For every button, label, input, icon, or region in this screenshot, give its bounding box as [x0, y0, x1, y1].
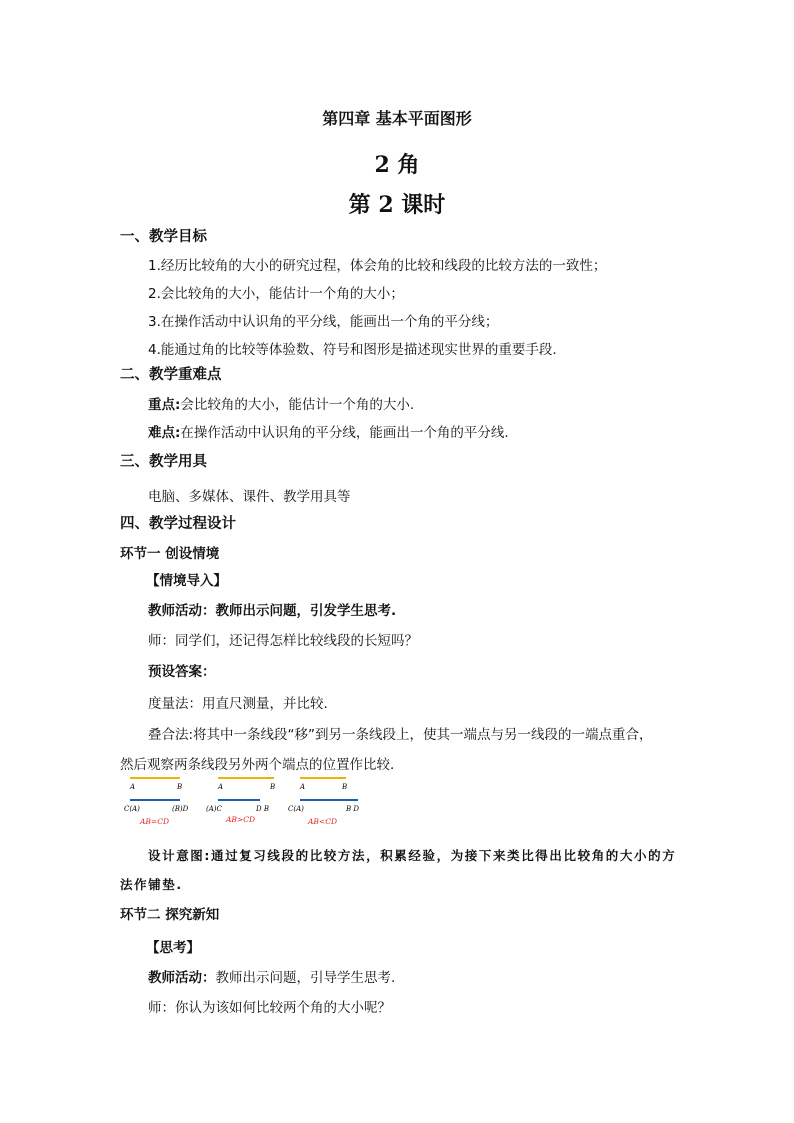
overlap-method-line-2: 然后观察两条线段另外两个端点的位置作比较. [120, 757, 395, 773]
label-b-d: B D [346, 805, 359, 813]
label-a: A [218, 783, 224, 791]
section-3-title: 三、教学用具 [120, 454, 207, 470]
label-a: A [300, 783, 306, 791]
think-tag: 【思考】 [146, 940, 200, 956]
caption-greater: AB>CD [226, 815, 255, 824]
label-b: B [342, 783, 348, 791]
difficult-point [148, 421, 509, 441]
teacher-question-2: 师：你认为该如何比较两个角的大小呢？ [148, 1000, 391, 1016]
design-intent-line-2: 法作铺垫. [120, 877, 183, 892]
label-a-c: (A)C [206, 805, 222, 813]
key-point [148, 393, 414, 413]
figure-panel-equal [124, 778, 189, 826]
objective-1: 1.经历比较角的大小的研究过程，体会角的比较和线段的比较方法的一致性； [148, 258, 607, 274]
objective-4: 4.能通过角的比较等体验数、符号和图形是描述现实世界的重要手段. [148, 342, 557, 358]
label-b-d: (B)D [172, 805, 189, 813]
chapter-title: 第四章 基本平面图形 [322, 109, 472, 128]
difficult-point-text: 在操作活动中认识角的平分线，能画出一个角的平分线. [180, 425, 509, 441]
label-b: B [177, 783, 183, 791]
measure-method: 度量法：用直尺测量，并比较. [148, 696, 328, 712]
key-point-text: 会比较角的大小，能估计一个角的大小. [180, 397, 415, 413]
section-4-title: 四、教学过程设计 [120, 516, 236, 532]
teacher-activity-2 [148, 966, 395, 986]
segment-comparison-figure [118, 772, 378, 830]
caption-less: AB<CD [308, 817, 337, 826]
teacher-activity-2-label: 教师活动： [148, 970, 216, 986]
objective-2: 2.会比较角的大小，能估计一个角的大小； [148, 286, 404, 302]
key-point-label: 重点: [148, 397, 181, 413]
step-2-title: 环节二 探究新知 [120, 907, 220, 923]
label-d-b: D B [256, 805, 269, 813]
overlap-method-line-1: 叠合法:将其中一条线段“移”到另一条线段上，使其一端点与另一线段的一端点重合， [148, 727, 653, 743]
section-1-title: 一、教学目标 [120, 229, 207, 245]
objective-3: 3.在操作活动中认识角的平分线，能画出一个角的平分线； [148, 314, 499, 330]
caption-equal: AB=CD [140, 817, 169, 826]
label-c-a: C(A) [288, 805, 304, 813]
difficult-point-label: 难点: [148, 425, 181, 441]
design-intent-line-1: 设计意图:通过复习线段的比较方法，积累经验，为接下来类比得出比较角的大小的方 [148, 848, 677, 863]
teacher-activity-2-body: 教师出示问题，引导学生思考. [215, 970, 396, 986]
label-c-a: C(A) [124, 805, 140, 813]
teacher-activity-1: 教师活动：教师出示问题，引发学生思考. [148, 603, 397, 619]
label-a: A [130, 783, 136, 791]
figure-panel-greater [206, 778, 275, 824]
teacher-activity-2-text [148, 970, 395, 986]
label-b: B [270, 783, 276, 791]
period-title: 第 2 课时 [348, 192, 446, 218]
teacher-question-1: 师：同学们，还记得怎样比较线段的长短吗？ [148, 633, 418, 649]
teaching-tools: 电脑、多媒体、课件、教学用具等 [148, 489, 351, 505]
preset-answer-label: 预设答案： [148, 664, 216, 680]
lesson-title: 2 角 [374, 152, 420, 178]
section-2-title: 二、教学重难点 [120, 367, 222, 383]
scenario-tag: 【情境导入】 [146, 573, 227, 589]
figure-panel-less [288, 778, 359, 826]
step-1-title: 环节一 创设情境 [120, 546, 220, 562]
